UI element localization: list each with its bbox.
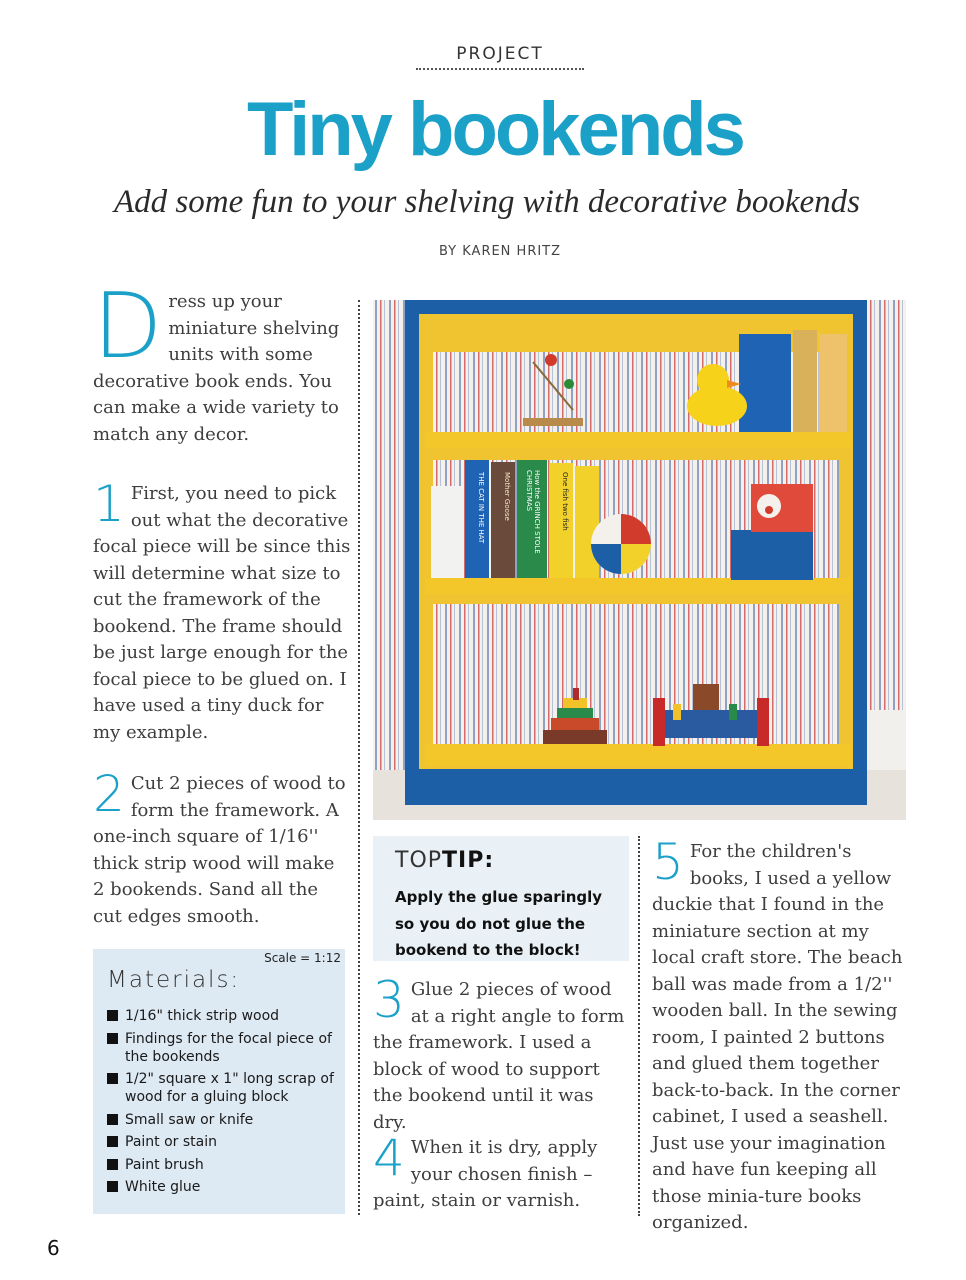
materials-item: Findings for the focal piece of the bookends bbox=[107, 1030, 339, 1066]
kicker-divider bbox=[416, 68, 584, 70]
step-1-number: 1 bbox=[93, 475, 125, 533]
step-2-text: Cut 2 pieces of wood to form the framework. A one-inch square of 1/16'' thick strip wood will make 2 bookends. Sand all the cut edges smooth. bbox=[93, 773, 346, 927]
step-5 bbox=[652, 833, 910, 1237]
bookcase-photo bbox=[373, 300, 906, 820]
step-5-number: 5 bbox=[652, 833, 684, 891]
tip-text: Apply the glue sparingly so you do not glue the bookend to the block! bbox=[395, 888, 603, 959]
tip-heading-bold: TIP: bbox=[442, 848, 495, 873]
book-spine-label: THE CAT IN THE HAT bbox=[477, 472, 485, 544]
scale-label: Scale = 1:12 bbox=[264, 951, 341, 965]
step-3-number: 3 bbox=[373, 971, 405, 1029]
step-4 bbox=[373, 1129, 631, 1215]
step-4-number: 4 bbox=[373, 1129, 405, 1187]
top-tip-box bbox=[373, 836, 629, 961]
step-1-text: First, you need to pick out what the decorative focal piece will be since this will determine what size to cut the framework of the bookend. The frame should be just large enough for the focal piece to be glued on. I have used a tiny duck for my example. bbox=[93, 483, 351, 743]
materials-item: Paint or stain bbox=[107, 1133, 339, 1151]
tip-heading-light: TOP bbox=[395, 848, 443, 873]
column-divider bbox=[638, 836, 640, 1216]
byline: BY KAREN HRITZ bbox=[438, 244, 562, 259]
tip-heading bbox=[395, 848, 494, 873]
step-2 bbox=[93, 765, 351, 930]
materials-item: 1/2" square x 1" long scrap of wood for a gluing block bbox=[107, 1070, 339, 1106]
materials-item: Paint brush bbox=[107, 1156, 339, 1174]
book-spine-label: One fish two fish bbox=[561, 472, 569, 531]
intro-dropcap: D bbox=[93, 274, 163, 379]
step-2-number: 2 bbox=[93, 765, 125, 823]
intro-paragraph bbox=[93, 274, 351, 448]
step-3-text: Glue 2 pieces of wood at a right angle to form the framework. I used a block of wood to support the bookend until it was dry. bbox=[373, 979, 625, 1133]
step-3 bbox=[373, 971, 631, 1136]
article-title: Tiny bookends bbox=[247, 87, 743, 172]
materials-box bbox=[93, 949, 345, 1214]
book-spine-label: Mother Goose bbox=[503, 472, 511, 521]
column-divider bbox=[358, 300, 360, 1215]
intro-text: ress up your miniature shelving units with some decorative book ends. You can make a wide variety to match any decor. bbox=[93, 291, 340, 445]
materials-item: 1/16" thick strip wood bbox=[107, 1007, 339, 1025]
book-spine-label: How the GRINCH STOLE CHRISTMAS bbox=[525, 470, 541, 554]
materials-heading: Materials: bbox=[107, 967, 241, 993]
materials-list bbox=[107, 1007, 339, 1201]
page-number: 6 bbox=[47, 1236, 60, 1260]
section-kicker: PROJECT bbox=[456, 44, 544, 64]
materials-item: White glue bbox=[107, 1178, 339, 1196]
step-1 bbox=[93, 475, 351, 746]
materials-item: Small saw or knife bbox=[107, 1111, 339, 1129]
step-5-text: For the children's books, I used a yellow duckie that I found in the miniature section at my local craft store. The beach ball was made from a 1/2'' wooden ball. In the sewing room, I painted 2 buttons and glued them together back-to-back. In the corner cabinet, I used a seashell. Just use your imagination and have fun keeping all those minia-ture books organized. bbox=[652, 841, 903, 1233]
step-4-text: When it is dry, apply your chosen finish – paint, stain or varnish. bbox=[373, 1137, 598, 1211]
article-subtitle: Add some fun to your shelving with decorative bookends bbox=[113, 184, 861, 220]
